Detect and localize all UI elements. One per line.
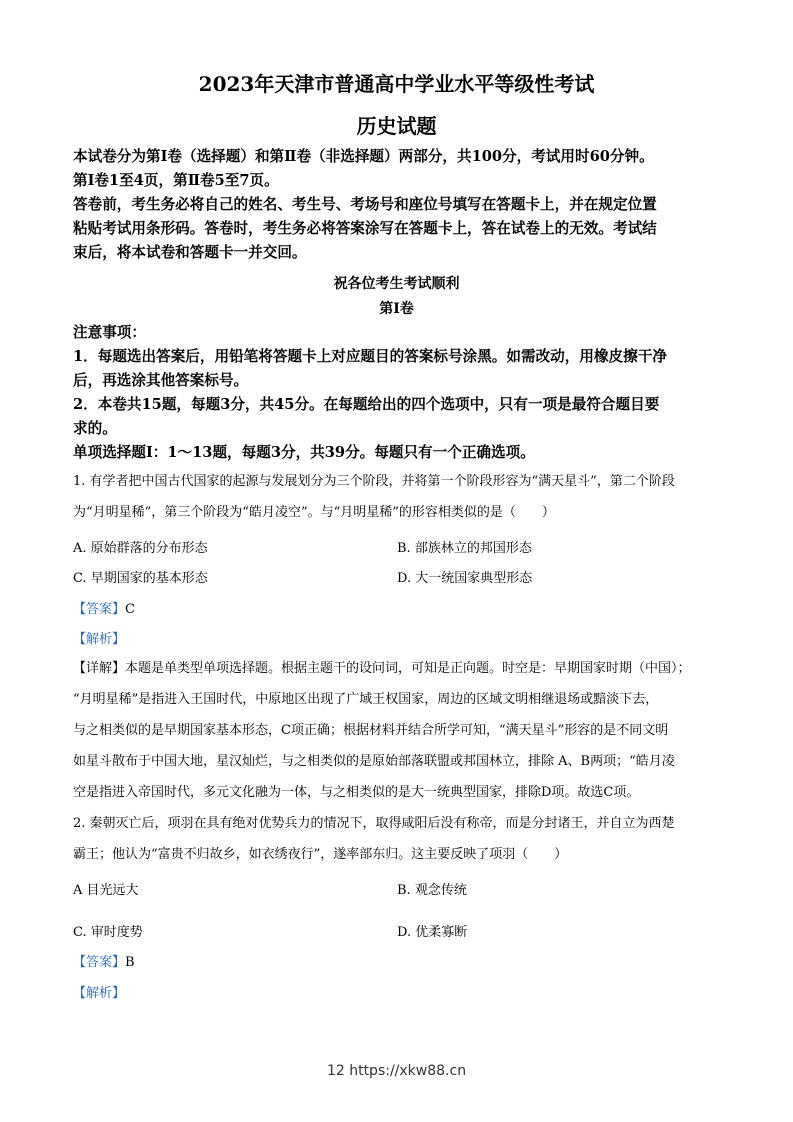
q1-line-1: 1. 有学者把中国古代国家的起源与发展划分为三个阶段，并将第一个阶段形容为“满天星斗”，第二个阶段 (73, 474, 675, 489)
notes-title: 注意事项： (73, 324, 146, 341)
single-choice-header: 单项选择题Ⅰ：1～13题，每题3分，共39分。每题只有一个正确选项。 (73, 444, 535, 461)
q1-answer (73, 598, 135, 617)
note-line-3: 2．本卷共15题，每题3分，共45分。在每题给出的四个选项中，只有一项是最符合题目要 (73, 396, 660, 413)
answer-label: 【答案】 (73, 955, 126, 970)
q1-analysis-label: 【解析】 (73, 632, 126, 647)
wish-line: 祝各位考生考试顺利 (333, 276, 460, 292)
note-line-4: 求的。 (73, 420, 117, 437)
intro-line-3: 答卷前，考生务必将自己的姓名、考生号、考场号和座位号填写在答题卡上，并在规定位置 (73, 196, 657, 213)
q1-option-a: A. 原始群落的分布形态 (73, 541, 208, 556)
answer-label: 【答案】 (73, 602, 126, 617)
exam-subtitle: 历史试题 (356, 114, 437, 138)
q1-detail-line-1: 【详解】本题是单类型单项选择题。根据主题干的设问词，可知是正向题。时空是：早期国家时期（中国）； (73, 661, 691, 676)
q1-detail-line-4: 如星斗散布于中国大地，星汉灿烂，与之相类似的是原始部落联盟或邦国林立，排除 A、B两项；“皓月凌 (73, 754, 675, 769)
q2-option-a: A 目光远大 (73, 883, 139, 898)
q2-option-c: C. 审时度势 (73, 925, 143, 940)
q2-analysis-label: 【解析】 (73, 986, 126, 1001)
intro-line-5: 束后，将本试卷和答题卡一并交回。 (73, 244, 307, 261)
q2-option-d: D. 优柔寡断 (397, 925, 468, 940)
q1-detail-line-5: 空是指进入帝国时代，多元文化融为一体，与之相类似的是大一统典型国家，排除D项。故选C项。 (73, 785, 640, 800)
intro-line-2: 第Ⅰ卷1至4页，第Ⅱ卷5至7页。 (73, 172, 279, 189)
exam-title: 2023年天津市普通高中学业水平等级性考试 (198, 72, 595, 96)
q1-option-d: D. 大一统国家典型形态 (397, 571, 533, 586)
q2-option-b: B. 观念传统 (397, 883, 467, 898)
q1-option-c: C. 早期国家的基本形态 (73, 571, 208, 586)
page-footer: 12 https://xkw88.cn (326, 1063, 467, 1079)
answer-value: B (125, 955, 135, 970)
answer-value: C (125, 602, 135, 617)
q1-line-2: 为“月明星稀”，第三个阶段为“皓月凌空”。与“月明星稀”的形容相类似的是（ ） (73, 505, 555, 520)
q1-detail-line-2: “月明星稀”是指进入王国时代，中原地区出现了广域王权国家，周边的区域文明相继退场或黯淡下去， (73, 692, 659, 707)
q2-line-1: 2. 秦朝灭亡后，项羽在具有绝对优势兵力的情况下，取得咸阳后没有称帝，而是分封诸王，并自立为西楚 (73, 816, 675, 831)
q1-detail-line-3: 与之相类似的是早期国家基本形态，C项正确；根据材料并结合所学可知，“满天星斗”形容的是不同文明 (73, 723, 669, 738)
note-line-1: 1．每题选出答案后，用铅笔将答题卡上对应题目的答案标号涂黑。如需改动，用橡皮擦干净 (73, 348, 667, 365)
intro-line-1: 本试卷分为第Ⅰ卷（选择题）和第Ⅱ卷（非选择题）两部分，共100分，考试用时60分钟。 (73, 148, 654, 165)
section-title: 第Ⅰ卷 (379, 301, 414, 317)
q1-option-b: B. 部族林立的邦国形态 (397, 541, 532, 556)
q2-line-2: 霸王；他认为“富贵不归故乡，如衣绣夜行”，遂率部东归。这主要反映了项羽（ ） (73, 847, 568, 862)
q2-answer (73, 951, 135, 970)
note-line-2: 后，再选涂其他答案标号。 (73, 372, 249, 389)
intro-line-4: 粘贴考试用条形码。答卷时，考生务必将答案涂写在答题卡上，答在试卷上的无效。考试结 (73, 220, 657, 237)
